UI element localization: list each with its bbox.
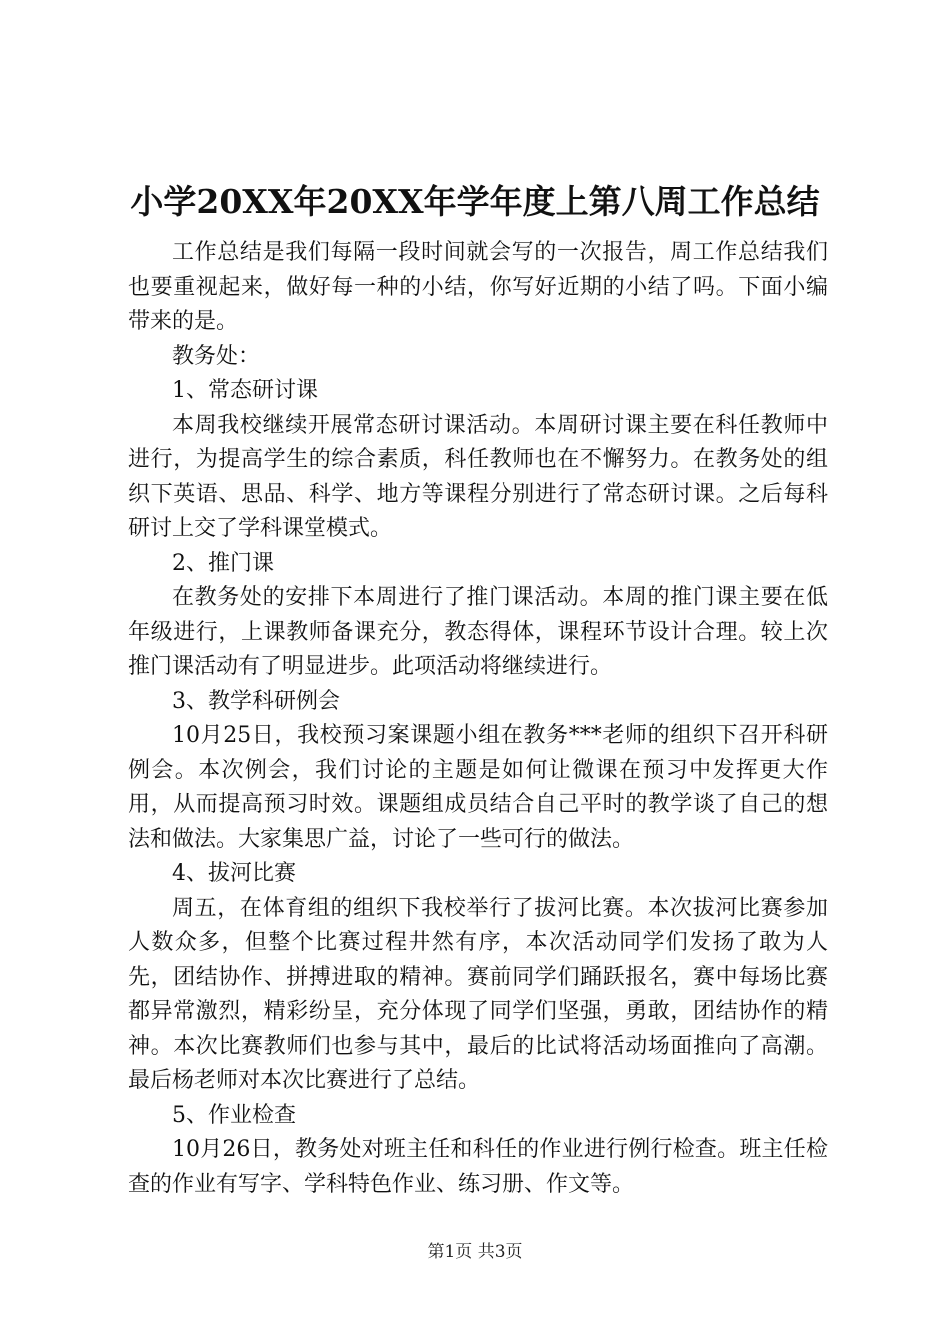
paragraph-research-meeting: 10月25日，我校预习案课题小组在教务***老师的组织下召开科研例会。本次例会，我们讨论的主题是如何让微课在预习中发挥更大作用，从而提高预习时效。课题组成员结合自己平时的教学谈了自己的想法和做法。大家集思广益，讨论了一些可行的做法。 (128, 723, 828, 852)
intro-paragraph: 工作总结是我们每隔一段时间就会写的一次报告，周工作总结我们也要重视起来，做好每一种的小结，你写好近期的小结了吗。下面小编带来的是。 (128, 240, 828, 334)
paragraph-homework-check: 10月26日，教务处对班主任和科任的作业进行例行检查。班主任检查的作业有写字、学科特色作业、练习册、作文等。 (128, 1137, 828, 1197)
paragraph-open-door-class: 在教务处的安排下本周进行了推门课活动。本周的推门课主要在低年级进行，上课教师备课充分，教态得体，课程环节设计合理。较上次推门课活动有了明显进步。此项活动将继续进行。 (128, 585, 828, 679)
document-title: 小学20XX年20XX年学年度上第八周工作总结 (130, 182, 820, 221)
paragraph-regular-research-class: 本周我校继续开展常态研讨课活动。本周研讨课主要在科任教师中进行，为提高学生的综合素质，科任教师也在不懈努力。在教务处的组织下英语、思品、科学、地方等课程分别进行了常态研讨课。之后每科研讨上交了学科课堂模式。 (128, 412, 828, 541)
section-heading-academic-office: 教务处： (172, 343, 261, 369)
paragraph-tug-of-war: 周五，在体育组的组织下我校举行了拔河比赛。本次拔河比赛参加人数众多，但整个比赛过程井然有序，本次活动同学们发扬了敢为人先，团结协作、拼搏进取的精神。赛前同学们踊跃报名，赛中每场比赛都异常激烈，精彩纷呈，充分体现了同学们坚强，勇敢，团结协作的精神。本次比赛教师们也参与其中，最后的比试将活动场面推向了高潮。最后杨老师对本次比赛进行了总结。 (128, 895, 828, 1093)
item-heading-open-door-class: 2、推门课 (172, 550, 274, 576)
item-heading-homework-check: 5、作业检查 (172, 1102, 296, 1128)
item-heading-regular-research-class: 1、常态研讨课 (172, 378, 318, 403)
page-number-footer: 第1页 共3页 (427, 1242, 523, 1262)
item-heading-research-meeting: 3、教学科研例会 (172, 688, 340, 714)
item-heading-tug-of-war: 4、拔河比赛 (172, 861, 296, 886)
document-body (128, 236, 828, 1202)
